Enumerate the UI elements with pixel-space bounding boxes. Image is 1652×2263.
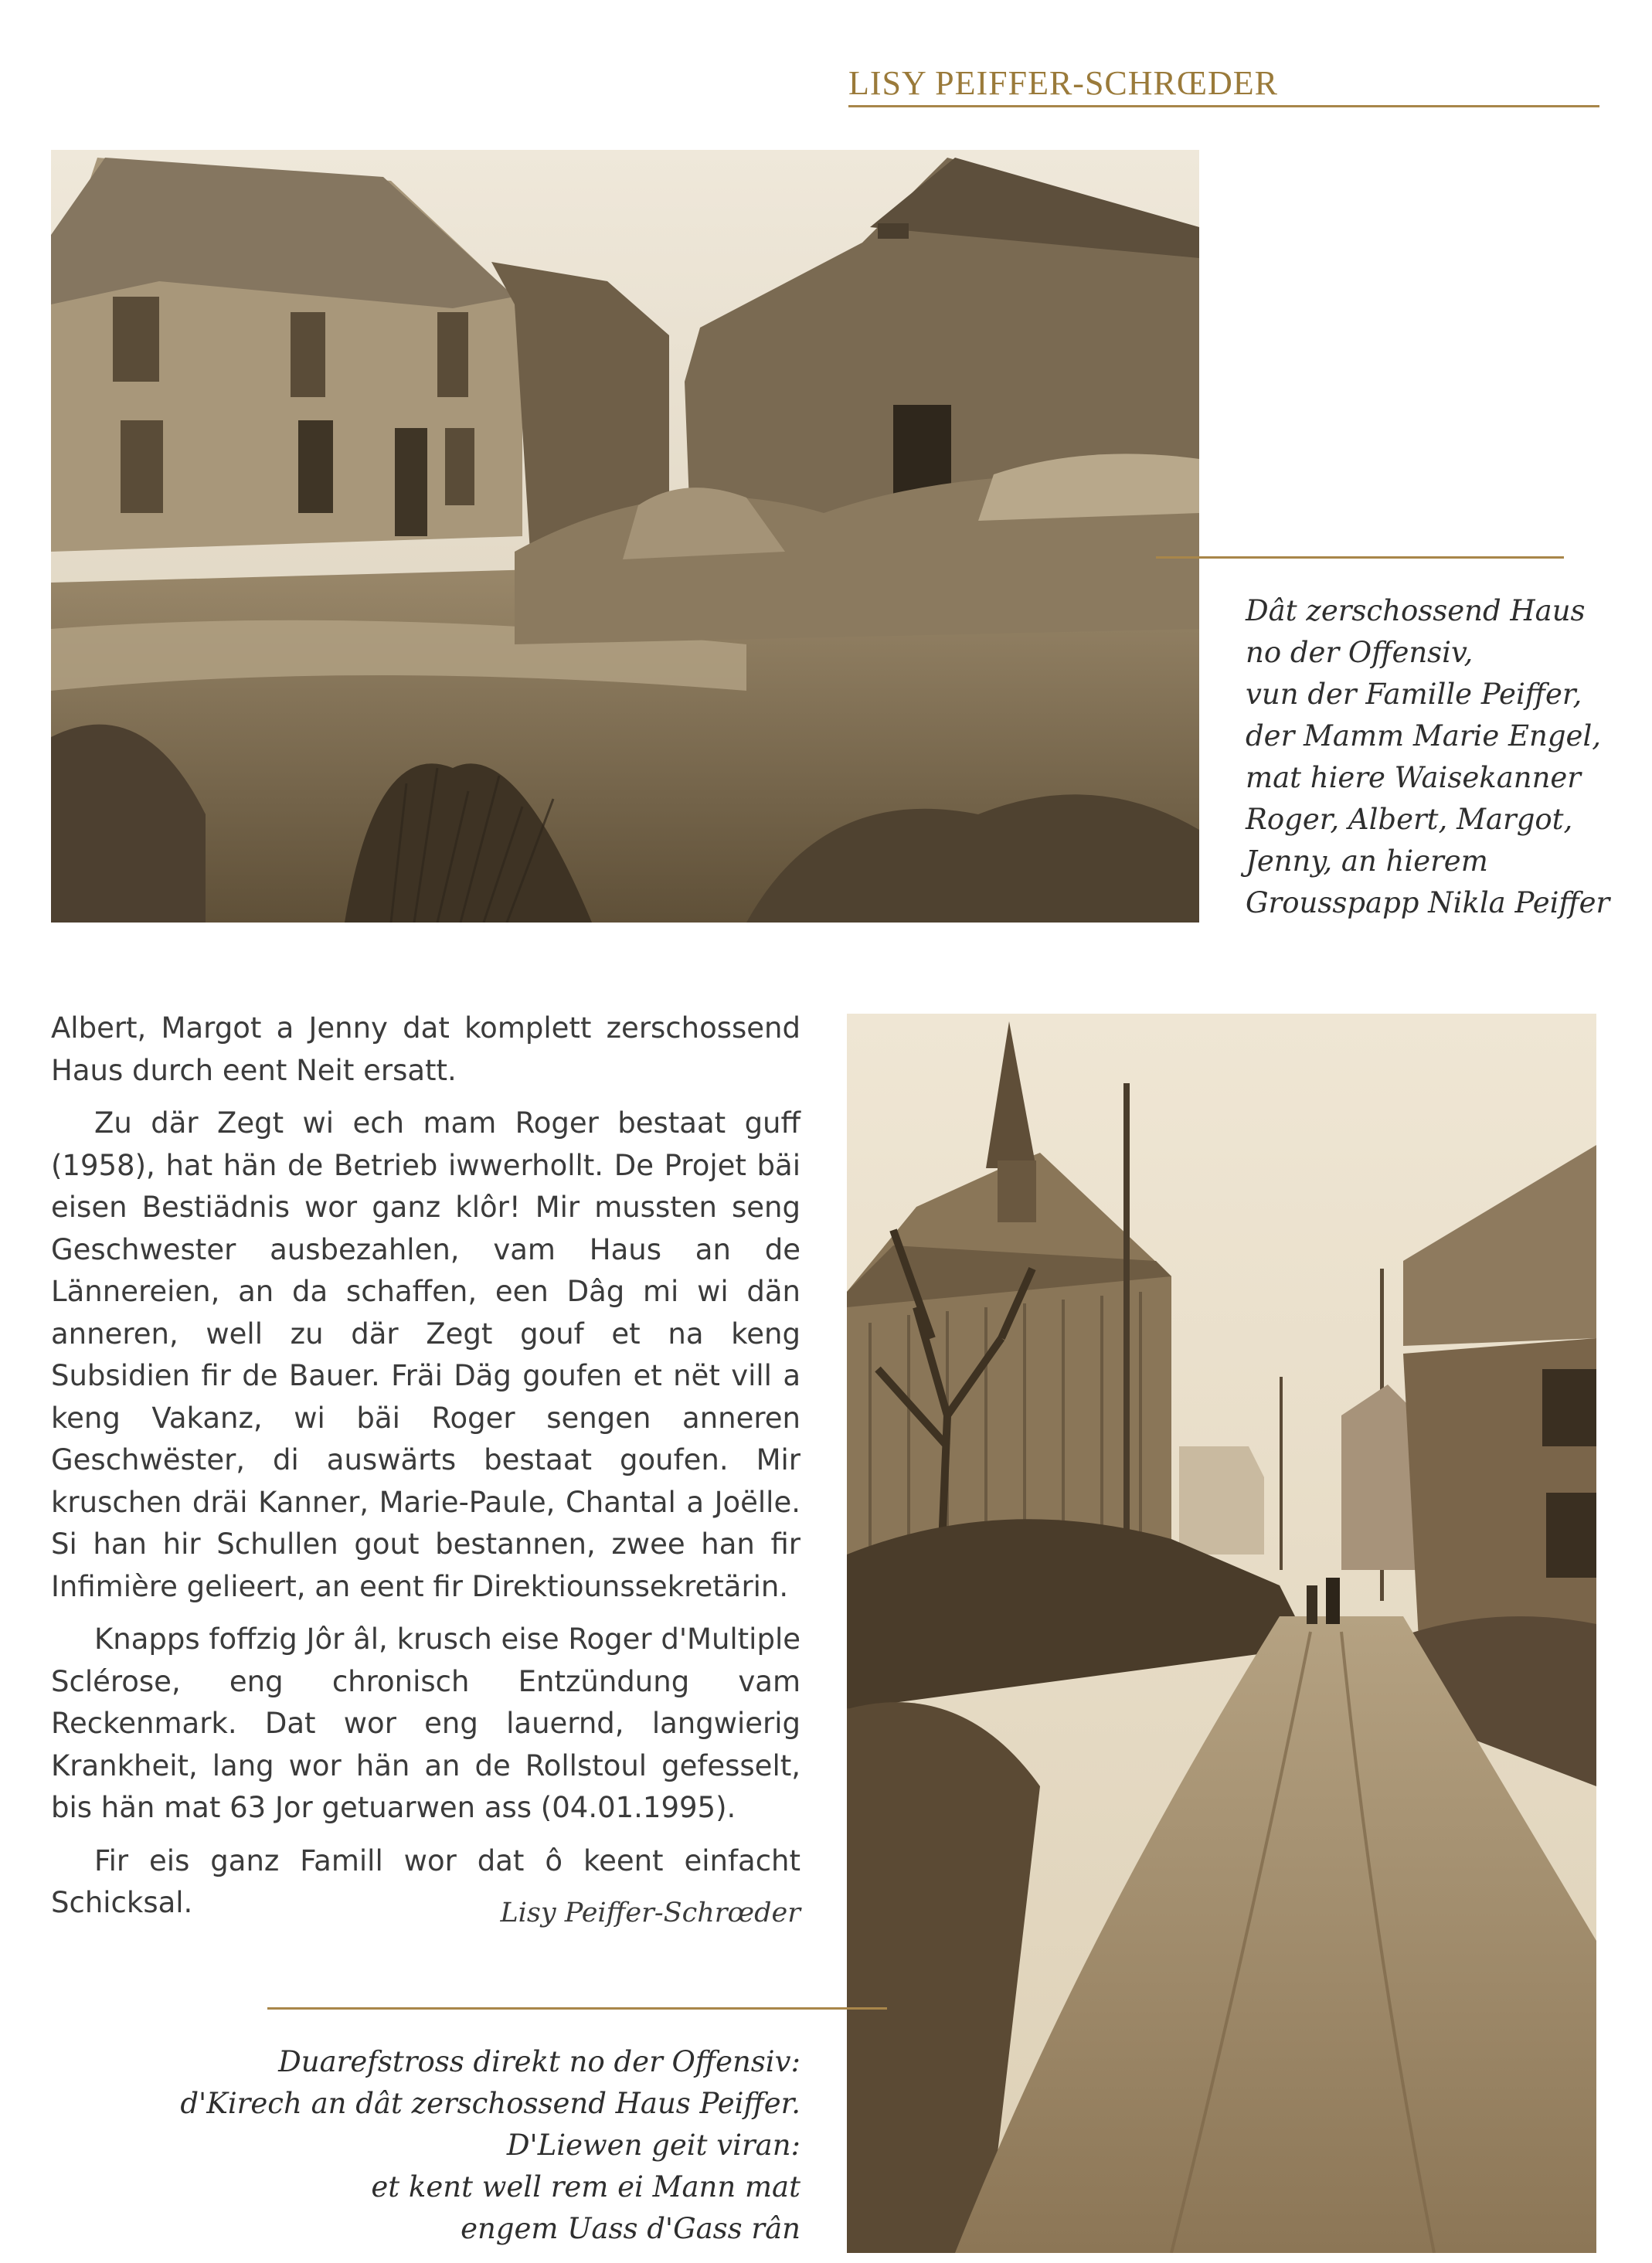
photo-village-street xyxy=(847,1014,1596,2253)
article-body xyxy=(51,1007,801,1935)
caption-rule-bottom xyxy=(267,2007,887,2010)
caption-line: Grousspapp Nikla Peiffer xyxy=(1246,886,1610,919)
caption-line: Jenny, an hierem xyxy=(1246,844,1488,878)
page-header-title: LISY PEIFFER-SCHRŒDER xyxy=(848,64,1279,102)
article-paragraph: Fir eis ganz Famill wor dat ô keent einfacht Schicksal. xyxy=(51,1843,801,1919)
photo-destroyed-house xyxy=(51,150,1199,923)
caption-line: mat hiere Waisekanner xyxy=(1246,761,1581,794)
caption-line: D'Liewen geit viran: xyxy=(506,2129,801,2162)
caption-line: et kent well rem ei Mann mat xyxy=(371,2170,801,2204)
caption-line: d'Kirech an dât zerschossend Haus Peiffer. xyxy=(180,2087,801,2120)
caption-line: no der Offensiv, xyxy=(1246,636,1474,669)
caption-line: engem Uass d'Gass rân xyxy=(461,2212,801,2245)
caption-line: der Mamm Marie Engel, xyxy=(1246,719,1602,753)
caption-line: vun der Famille Peiffer, xyxy=(1246,678,1582,711)
article-paragraph: Knapps foffzig Jôr âl, krusch eise Roger d'Multiple Sclérose, eng chronisch Entzündung vam Reckenmark. Dat wor eng lauernd, langwierig Krankheit, lang wor hän an de Rollstoul gefesselt, bis hän mat 63 Jor getuarwen ass (04.01.1995). xyxy=(51,1622,801,1824)
caption-line: Duarefstross direkt no der Offensiv: xyxy=(278,2045,801,2078)
caption-line: Dât zerschossend Haus xyxy=(1246,594,1586,627)
header-rule xyxy=(848,105,1599,107)
caption-line: Roger, Albert, Margot, xyxy=(1246,803,1573,836)
caption-top-photo xyxy=(1246,590,1609,924)
article-paragraph: Zu där Zegt wi ech mam Roger bestaat guff (1958), hat hän de Betrieb iwwerhollt. De Projet bäi eisen Bestiädnis wor ganz klôr! Mir mussten seng Geschwester ausbezahlen, vam Haus an de Lännereien, an da schaffen, een Dâg mi wi dän anneren, well zu där Zegt gouf et na keng Subsidien fir de Bauer. Fräi Däg goufen et nët vill a keng Vakanz, wi bäi Roger sengen anneren Geschwëster, di auswärts bestaat goufen. Mir kruschen dräi Kanner, Marie-Paule, Chantal a Joëlle. Si han hir Schullen gout bestannen, zwee han fir Infimière gelieert, an eent fir Direktiounssekretärin. xyxy=(51,1106,801,1603)
author-signature: Lisy Peiffer-Schrœder xyxy=(500,1898,801,1928)
caption-rule-top xyxy=(1156,556,1564,559)
caption-bottom-photo xyxy=(108,2041,801,2250)
article-paragraph: Albert, Margot a Jenny dat komplett zerschossend Haus durch eent Neit ersatt. xyxy=(51,1011,801,1087)
